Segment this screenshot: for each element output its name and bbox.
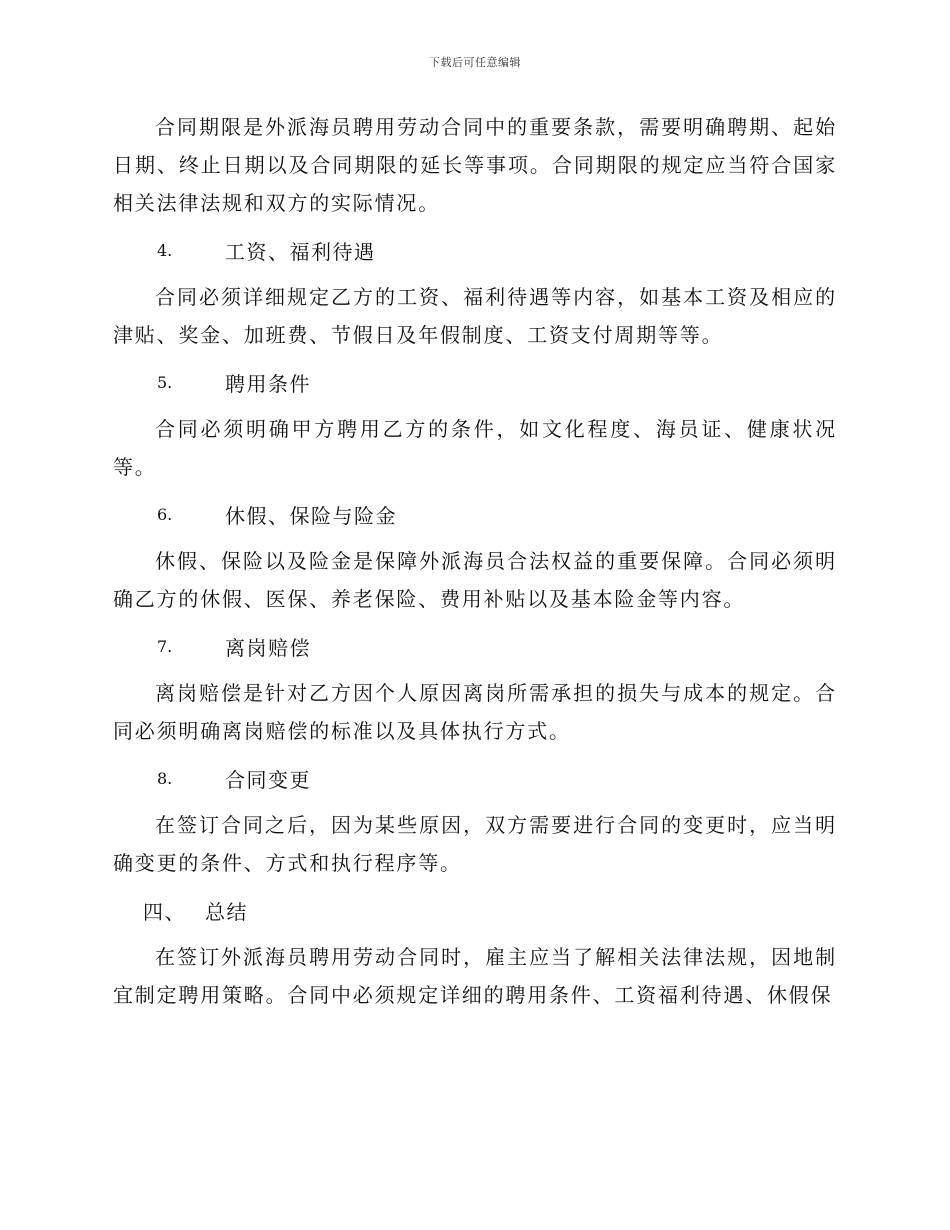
heading-title: 休假、保险与险金 xyxy=(225,503,397,528)
paragraph-hiring-conditions: 合同必须明确甲方聘用乙方的条件，如文化程度、海员证、健康状况等。 xyxy=(113,417,837,479)
heading-number: 5. xyxy=(157,372,173,392)
heading-number: 4. xyxy=(157,240,173,260)
heading-leave-insurance xyxy=(113,495,837,533)
paragraph-contract-term: 合同期限是外派海员聘用劳动合同中的重要条款，需要明确聘期、起始日期、终止日期以及合同期限的延长等事项。合同期限的规定应当符合国家相关法律法规和双方的实际情况。 xyxy=(113,115,837,215)
heading-wages-benefits xyxy=(113,231,837,269)
heading-number: 6. xyxy=(157,504,173,524)
heading-number: 7. xyxy=(157,636,173,656)
heading-hiring-conditions xyxy=(113,363,837,401)
heading-departure-compensation xyxy=(113,627,837,665)
section-title: 总结 xyxy=(205,899,248,924)
page-header: 下载后可任意编辑 xyxy=(429,56,521,69)
heading-contract-change xyxy=(113,759,837,797)
document-body xyxy=(113,108,837,1014)
heading-number: 8. xyxy=(157,768,173,788)
heading-title: 合同变更 xyxy=(225,767,311,792)
paragraph-wages-benefits: 合同必须详细规定乙方的工资、福利待遇等内容，如基本工资及相应的津贴、奖金、加班费、节假日及年假制度、工资支付周期等等。 xyxy=(113,285,837,347)
heading-title: 工资、福利待遇 xyxy=(225,239,376,264)
section-heading-summary xyxy=(113,891,837,929)
heading-title: 聘用条件 xyxy=(225,371,311,396)
heading-title: 离岗赔偿 xyxy=(225,635,311,660)
paragraph-leave-insurance: 休假、保险以及险金是保障外派海员合法权益的重要保障。合同必须明确乙方的休假、医保、养老保险、费用补贴以及基本险金等内容。 xyxy=(113,549,837,611)
paragraph-departure-compensation: 离岗赔偿是针对乙方因个人原因离岗所需承担的损失与成本的规定。合同必须明确离岗赔偿的标准以及具体执行方式。 xyxy=(113,681,837,743)
paragraph-summary: 在签订外派海员聘用劳动合同时，雇主应当了解相关法律法规，因地制宜制定聘用策略。合同中必须规定详细的聘用条件、工资福利待遇、休假保 xyxy=(113,945,837,1007)
section-number: 四、 xyxy=(143,899,186,924)
paragraph-contract-change: 在签订合同之后，因为某些原因，双方需要进行合同的变更时，应当明确变更的条件、方式和执行程序等。 xyxy=(113,813,837,875)
